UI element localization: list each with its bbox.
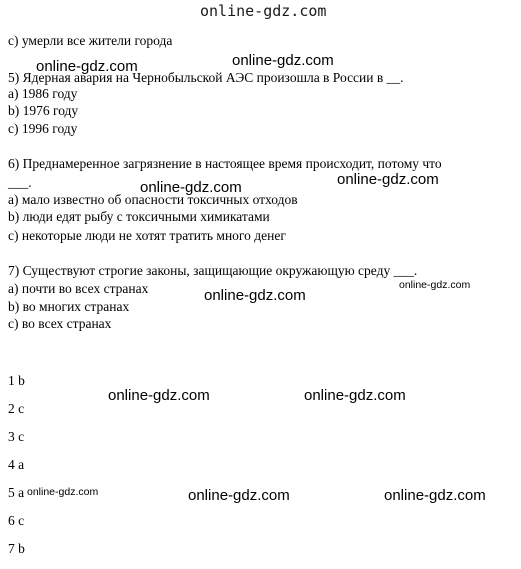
watermark: online-gdz.com [304, 387, 406, 404]
option-b-q6: b) люди едят рыбу с токсичными химикатами [8, 209, 270, 224]
option-a-q7: a) почти во всех странах [8, 281, 149, 296]
option-c-q4: c) умерли все жители города [8, 33, 173, 48]
watermark: online-gdz.com [108, 387, 210, 404]
watermark: online-gdz.com [27, 486, 99, 498]
watermark: online-gdz.com [188, 487, 290, 504]
answer-4: 4 a [8, 457, 25, 472]
option-c-q7: c) во всех странах [8, 316, 112, 331]
option-a-q5: a) 1986 году [8, 86, 78, 101]
answer-1: 1 b [8, 373, 25, 388]
watermark: online-gdz.com [36, 58, 138, 75]
watermark: online-gdz.com [399, 279, 471, 291]
option-c-q6: c) некоторые люди не хотят тратить много денег [8, 228, 286, 243]
answer-2: 2 c [8, 401, 25, 416]
watermark: online-gdz.com [384, 487, 486, 504]
question-6: 6) Преднамеренное загрязнение в настоящее время происходит, потому что [8, 156, 442, 171]
answer-7: 7 b [8, 541, 25, 556]
watermark-top: online-gdz.com [200, 2, 327, 20]
answer-5: 5 a [8, 485, 25, 500]
watermark: online-gdz.com [232, 52, 334, 69]
watermark: online-gdz.com [140, 179, 242, 196]
answer-3: 3 c [8, 429, 25, 444]
watermark: online-gdz.com [204, 287, 306, 304]
question-5: 5) Ядерная авария на Чернобыльской АЭС произошла в России в __. [8, 70, 404, 85]
answer-6: 6 c [8, 513, 25, 528]
watermark: online-gdz.com [337, 171, 439, 188]
question-7: 7) Существуют строгие законы, защищающие окружающую среду ___. [8, 263, 418, 278]
option-b-q7: b) во многих странах [8, 299, 130, 314]
option-c-q5: c) 1996 году [8, 121, 78, 136]
option-a-q6: a) мало известно об опасности токсичных отходов [8, 192, 298, 207]
question-6-blank: ___. [8, 175, 32, 190]
option-b-q5: b) 1976 году [8, 103, 79, 118]
